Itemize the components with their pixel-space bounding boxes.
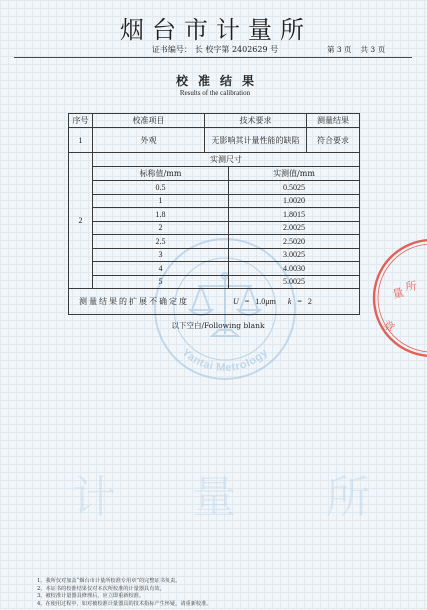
u-symbol: U [233, 297, 239, 306]
u-equals: = [244, 297, 250, 306]
footer-notes [37, 578, 212, 608]
footer-note: 4、在使用过程中，如对被校准计量器具的技术指标产生怀疑，请重新校准。 [37, 600, 212, 607]
actual-header: 实测值/mm [229, 167, 360, 181]
u-value: 1.0μm [255, 297, 276, 306]
measured-row [69, 262, 360, 276]
nominal-value: 1.8 [93, 208, 229, 222]
measured-row [69, 248, 360, 262]
actual-value: 1.0020 [229, 194, 360, 208]
nominal-value: 2 [93, 221, 229, 235]
following-blank-note: 以下空白/Following blank [171, 321, 265, 330]
nominal-header: 标称值/mm [93, 167, 229, 181]
row-no: 1 [69, 128, 93, 153]
watermark-char: 所 [326, 472, 370, 523]
page-total: 共 3 页 [360, 45, 386, 54]
measured-title-row [69, 153, 360, 167]
certificate-number-label: 证书编号： [151, 45, 192, 54]
actual-value: 4.0030 [229, 262, 360, 276]
section-subtitle: Results of the calibration [179, 89, 251, 97]
watermark-char: 计 [72, 472, 116, 523]
certificate-number: 长 校字第 2402629 号 [194, 45, 279, 54]
stamp-char: 所 [404, 279, 418, 294]
stamp-char: 章 [380, 317, 397, 335]
stamp-char: 量 [391, 285, 406, 302]
nominal-value: 1 [93, 194, 229, 208]
actual-value: 1.8015 [229, 208, 360, 222]
k-symbol: k [287, 297, 292, 306]
organization-title: 烟台市计量所 [120, 16, 312, 44]
measured-row [69, 208, 360, 222]
calibration-results-table [68, 113, 360, 315]
certificate-number-line [100, 45, 330, 55]
measured-row [69, 275, 360, 289]
k-equals: = [297, 297, 302, 306]
row-requirement: 无影响其计量性能的缺陷 [205, 128, 307, 153]
measured-row [69, 181, 360, 195]
page-current: 第 3 页 [327, 45, 352, 54]
k-value: 2 [307, 297, 312, 306]
nominal-value: 3 [93, 248, 229, 262]
uncertainty-value [233, 297, 312, 306]
row-item: 外观 [93, 128, 205, 153]
measured-row [69, 194, 360, 208]
row-no: 2 [69, 153, 93, 289]
header-requirement: 技术要求 [205, 114, 307, 128]
header-divider [14, 57, 412, 58]
actual-value: 0.5025 [229, 181, 360, 195]
footer-note: 2、本证书的校准结果仅对本次所校准的计量器具有效。 [37, 585, 165, 592]
nominal-value: 0.5 [93, 181, 229, 195]
page-indicator [327, 45, 385, 55]
table-header-row [69, 114, 360, 128]
row-result: 符合要求 [307, 128, 360, 153]
uncertainty-cell [69, 289, 360, 315]
measured-header-row [69, 167, 360, 181]
actual-value: 3.0025 [229, 248, 360, 262]
footer-note: 1、我所仅对加盖“烟台市计量所校准专用章”的完整证书负责。 [37, 578, 181, 584]
section-title: 校准结果 [176, 74, 265, 88]
measured-title: 实测尺寸 [93, 153, 360, 167]
nominal-value: 2.5 [93, 235, 229, 249]
header-item: 校准项目 [93, 114, 205, 128]
measured-row [69, 221, 360, 235]
header-no: 序号 [69, 114, 93, 128]
emblem-text: Yantai Metrology [179, 346, 271, 375]
footer-note: 3、被校准计量器具修理后，应立即重新校准。 [37, 593, 145, 600]
measured-row [69, 235, 360, 249]
actual-value: 2.0025 [229, 221, 360, 235]
uncertainty-label: 测量结果的扩展不确定度 [79, 297, 189, 306]
uncertainty-row [69, 289, 360, 315]
actual-value: 2.5020 [229, 235, 360, 249]
calibration-seal-stamp [368, 236, 427, 360]
watermark-char: 量 [192, 472, 236, 523]
header-result: 测量结果 [307, 114, 360, 128]
actual-value: 5.0025 [229, 275, 360, 289]
table-row [69, 128, 360, 153]
nominal-value: 4 [93, 262, 229, 276]
nominal-value: 5 [93, 275, 229, 289]
